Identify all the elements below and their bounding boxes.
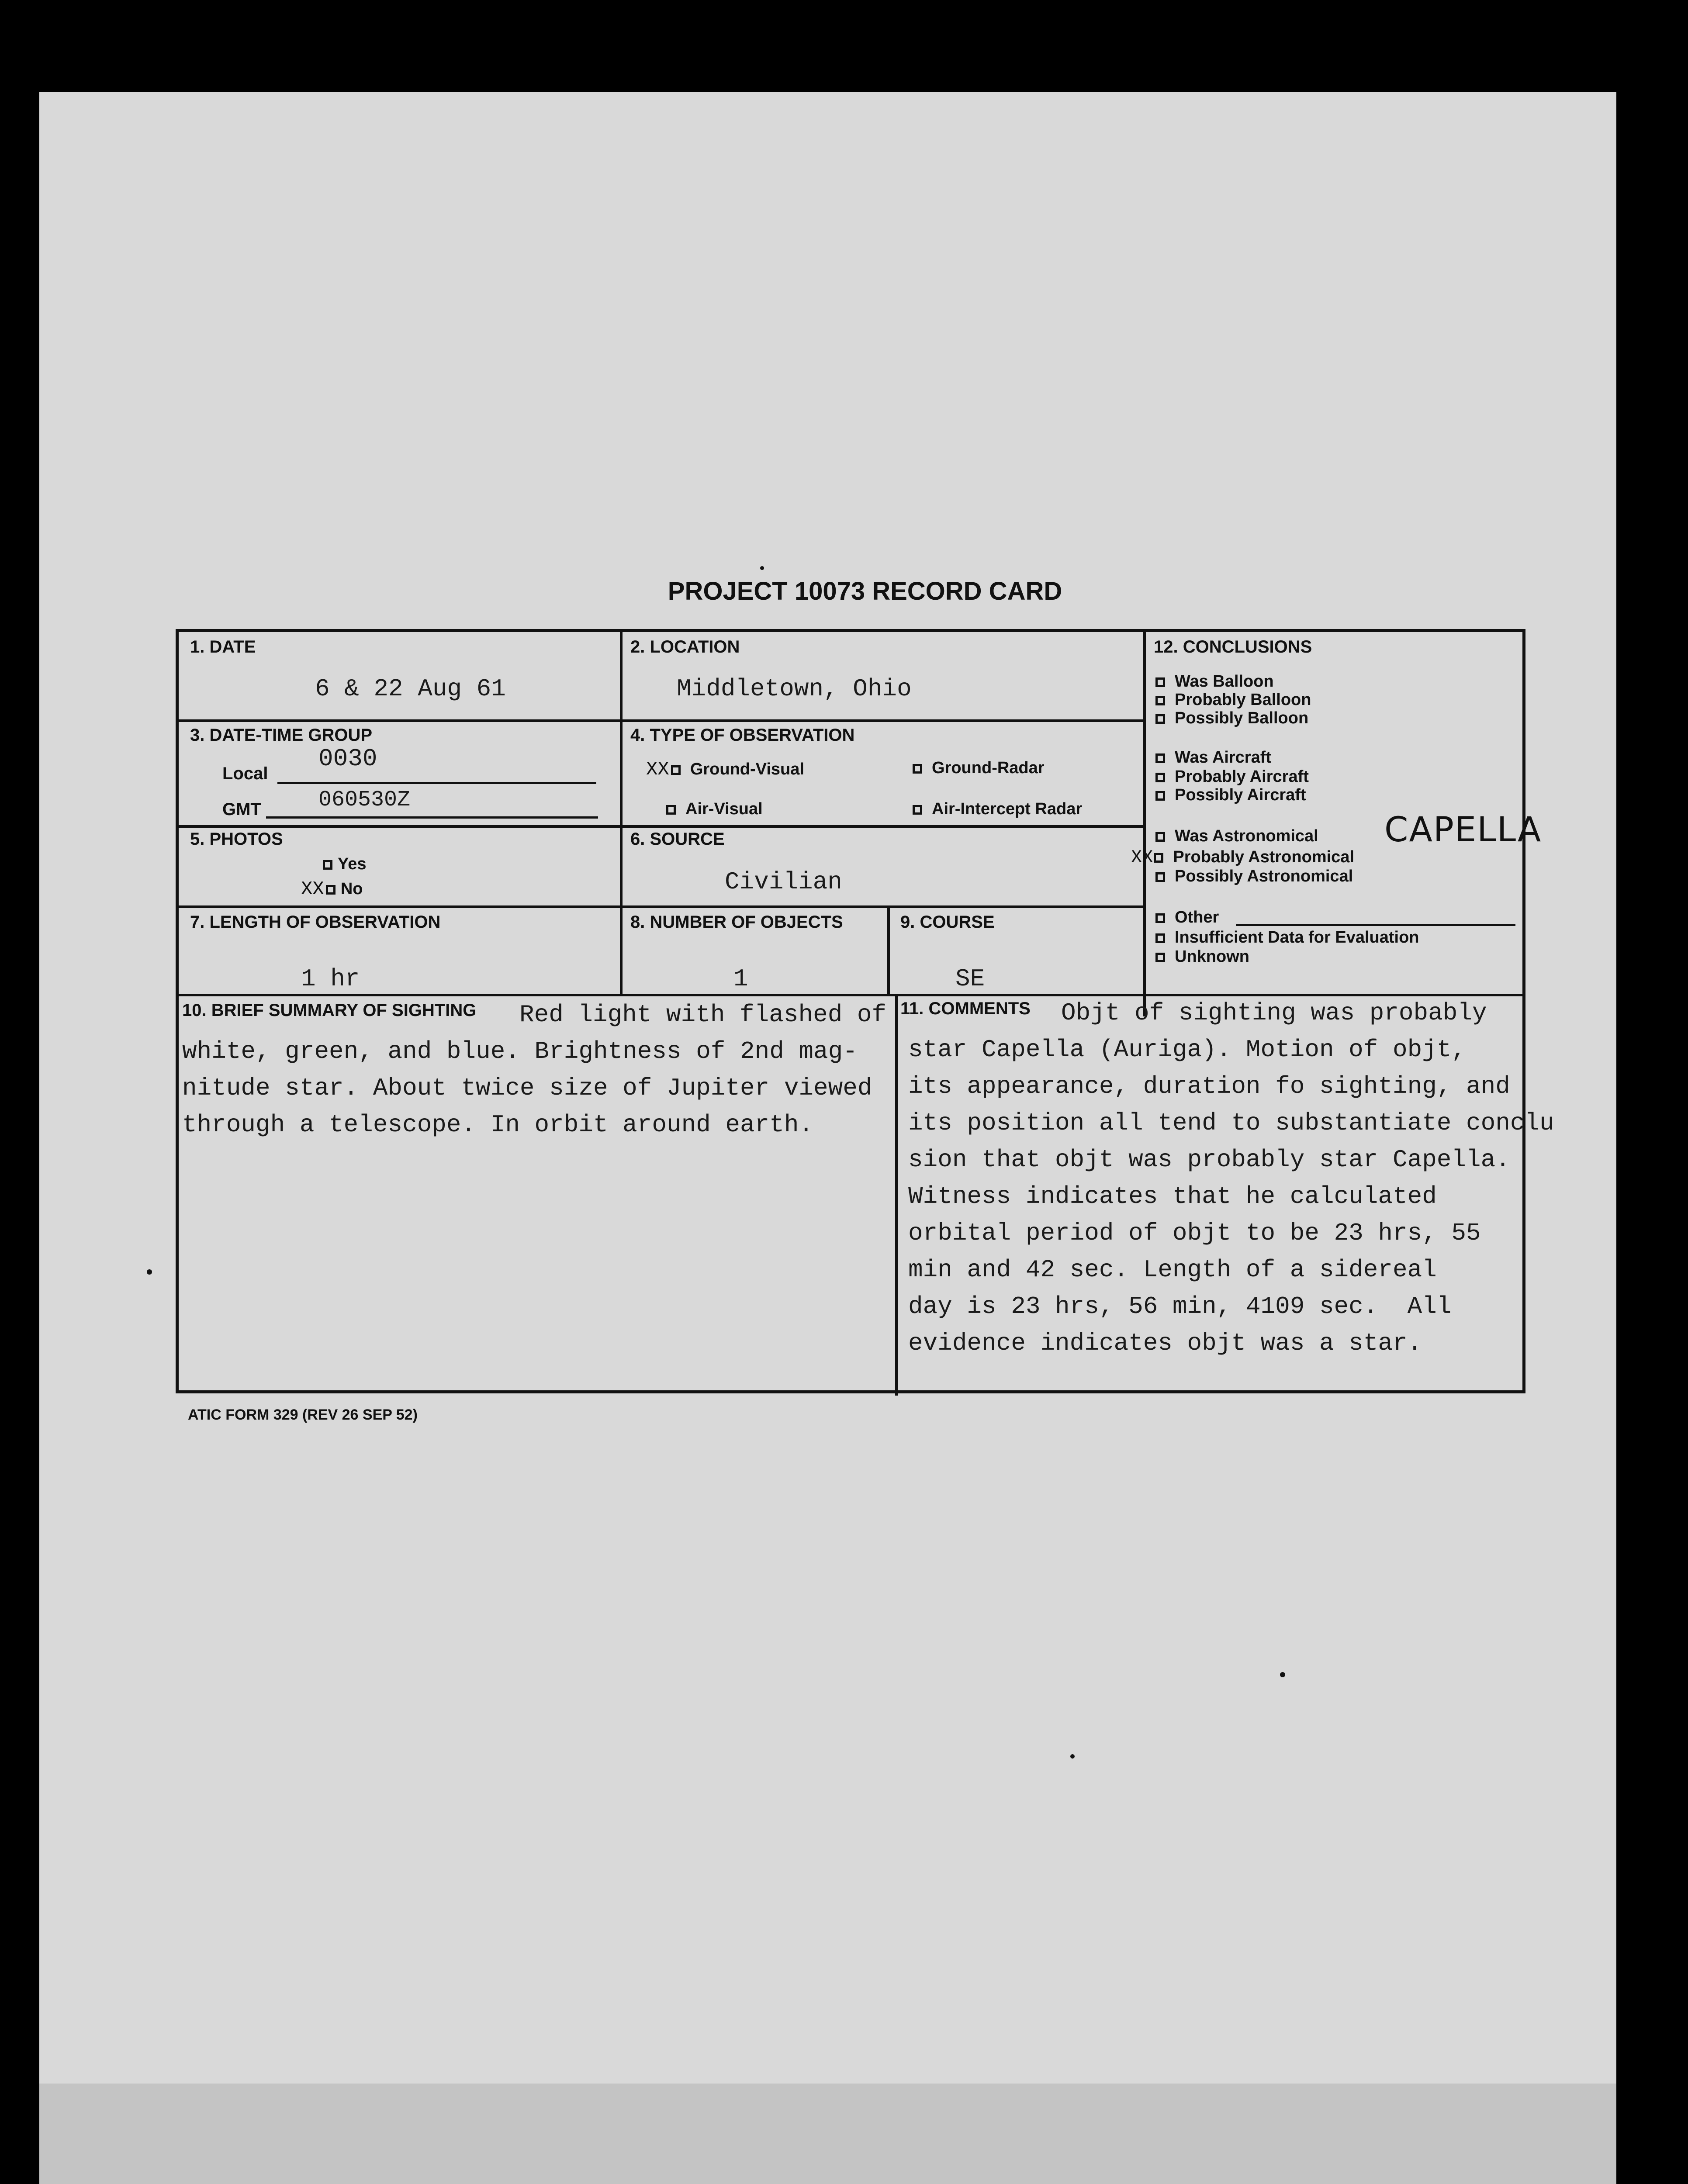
conclusion-was-astronomical — [1155, 827, 1318, 846]
location-label: 2. LOCATION — [630, 637, 740, 657]
comments-line-1: Objt of sighting was probably — [1061, 999, 1487, 1027]
was-balloon-checkbox — [1155, 677, 1165, 687]
local-value: 0030 — [318, 745, 377, 773]
photos-no-mark: XX — [301, 878, 324, 900]
conclusion-other — [1155, 908, 1219, 927]
conclusion-probably-aircraft — [1155, 767, 1309, 786]
other-checkbox — [1155, 913, 1165, 923]
scan-speck — [1070, 1754, 1075, 1759]
unknown-checkbox — [1155, 953, 1165, 962]
date-label: 1. DATE — [190, 637, 256, 657]
probably-aircraft-text: Probably Aircraft — [1175, 767, 1309, 786]
conclusion-probably-astronomical — [1131, 847, 1354, 868]
capella-handwritten-note: CAPELLA — [1384, 810, 1542, 850]
conclusion-was-aircraft — [1155, 748, 1271, 767]
summary-line-4: through a telescope. In orbit around earth. — [182, 1111, 814, 1139]
conclusion-possibly-astronomical — [1155, 867, 1353, 886]
was-balloon-text: Was Balloon — [1175, 672, 1274, 691]
comments-line-4: its position all tend to substantiate conclu — [908, 1109, 1554, 1137]
divider-row1 — [179, 719, 1144, 722]
length-value: 1 hr — [301, 965, 360, 993]
other-underline — [1236, 924, 1515, 926]
observation-type-label: 4. TYPE OF OBSERVATION — [630, 726, 855, 745]
ground-radar-option — [913, 759, 1045, 778]
gmt-value: 060530Z — [318, 788, 411, 812]
divider-row2 — [179, 825, 1144, 828]
conclusion-unknown — [1155, 947, 1249, 966]
photos-no-text: No — [340, 880, 363, 898]
gmt-underline — [266, 816, 598, 819]
conclusion-probably-balloon — [1155, 691, 1311, 709]
objects-label: 8. NUMBER OF OBJECTS — [630, 912, 843, 932]
probably-astronomical-text: Probably Astronomical — [1173, 848, 1354, 866]
air-intercept-checkbox — [913, 805, 922, 815]
probably-balloon-text: Probably Balloon — [1175, 691, 1311, 709]
record-form — [176, 629, 1554, 1393]
comments-line-3: its appearance, duration fo sighting, and — [908, 1072, 1510, 1100]
scan-speck — [760, 566, 764, 570]
length-label: 7. LENGTH OF OBSERVATION — [190, 912, 441, 932]
divider-col1 — [620, 632, 623, 995]
date-value: 6 & 22 Aug 61 — [315, 675, 506, 703]
local-label: Local — [222, 764, 268, 783]
comments-line-8: min and 42 sec. Length of a sidereal — [908, 1256, 1437, 1284]
summary-line-3: nitude star. About twice size of Jupiter viewed — [182, 1074, 872, 1102]
location-value: Middletown, Ohio — [677, 675, 912, 703]
ground-radar-text: Ground-Radar — [932, 759, 1045, 777]
card-title: PROJECT 10073 RECORD CARD — [668, 577, 1062, 605]
was-astronomical-checkbox — [1155, 832, 1165, 842]
summary-line-2: white, green, and blue. Brightness of 2nd mag- — [182, 1037, 858, 1065]
probably-astronomical-checkbox — [1154, 853, 1163, 863]
summary-label: 10. BRIEF SUMMARY OF SIGHTING — [182, 1001, 477, 1020]
card-backing — [39, 2084, 1616, 2184]
form-id: ATIC FORM 329 (REV 26 SEP 52) — [188, 1406, 418, 1423]
conclusion-insufficient-data — [1155, 928, 1419, 947]
ground-radar-checkbox — [913, 764, 922, 774]
datetime-label: 3. DATE-TIME GROUP — [190, 726, 373, 745]
comments-line-6: Witness indicates that he calculated — [908, 1182, 1437, 1210]
ground-visual-checkbox — [671, 765, 681, 775]
course-label: 9. COURSE — [900, 912, 995, 932]
source-label: 6. SOURCE — [630, 829, 725, 849]
other-text: Other — [1175, 908, 1219, 926]
possibly-aircraft-text: Possibly Aircraft — [1175, 786, 1306, 804]
photos-no-checkbox — [326, 885, 336, 895]
conclusion-possibly-aircraft — [1155, 786, 1306, 805]
objects-value: 1 — [733, 965, 748, 993]
ground-visual-option — [646, 759, 804, 781]
probably-astronomical-mark: XX — [1131, 847, 1153, 868]
air-visual-text: Air-Visual — [685, 800, 763, 818]
photos-yes-option — [323, 855, 367, 874]
unknown-text: Unknown — [1175, 947, 1249, 966]
possibly-astronomical-checkbox — [1155, 872, 1165, 882]
air-visual-checkbox — [666, 805, 676, 815]
insufficient-data-text: Insufficient Data for Evaluation — [1175, 928, 1419, 947]
ground-visual-text: Ground-Visual — [690, 760, 804, 778]
scan-speck — [1280, 1672, 1285, 1677]
air-intercept-option — [913, 800, 1082, 819]
conclusions-label: 12. CONCLUSIONS — [1154, 637, 1312, 657]
probably-balloon-checkbox — [1155, 696, 1165, 705]
comments-line-7: orbital period of objt to be 23 hrs, 55 — [908, 1219, 1481, 1247]
summary-line-1: Red light with flashed of — [519, 1001, 887, 1029]
comments-line-9: day is 23 hrs, 56 min, 4109 sec. All — [908, 1292, 1452, 1320]
comments-line-2: star Capella (Auriga). Motion of objt, — [908, 1036, 1467, 1064]
probably-aircraft-checkbox — [1155, 773, 1165, 782]
course-value: SE — [955, 965, 985, 993]
possibly-aircraft-checkbox — [1155, 791, 1165, 801]
divider-course — [887, 905, 890, 995]
was-aircraft-text: Was Aircraft — [1175, 748, 1272, 767]
photos-yes-checkbox — [323, 860, 332, 870]
conclusion-was-balloon — [1155, 672, 1274, 691]
was-astronomical-text: Was Astronomical — [1175, 827, 1318, 845]
divider-row3 — [179, 905, 1144, 908]
divider-conclusions — [1143, 632, 1146, 1016]
possibly-astronomical-text: Possibly Astronomical — [1175, 867, 1353, 885]
comments-label: 11. COMMENTS — [900, 999, 1031, 1018]
photos-yes-text: Yes — [338, 855, 367, 873]
possibly-balloon-checkbox — [1155, 714, 1165, 724]
comments-line-5: sion that objt was probably star Capella. — [908, 1146, 1510, 1174]
possibly-balloon-text: Possibly Balloon — [1175, 709, 1309, 727]
conclusion-possibly-balloon — [1155, 709, 1308, 728]
divider-summary-comments — [895, 994, 898, 1396]
air-intercept-text: Air-Intercept Radar — [932, 800, 1083, 818]
was-aircraft-checkbox — [1155, 753, 1165, 763]
source-value: Civilian — [725, 868, 842, 896]
comments-line-10: evidence indicates objt was a star. — [908, 1329, 1422, 1357]
ground-visual-mark: XX — [646, 759, 669, 781]
air-visual-option — [666, 800, 763, 819]
photos-label: 5. PHOTOS — [190, 829, 283, 849]
photos-no-option — [301, 878, 363, 900]
insufficient-data-checkbox — [1155, 933, 1165, 943]
local-underline — [277, 782, 596, 784]
scan-speck — [147, 1269, 152, 1275]
gmt-label: GMT — [222, 800, 261, 819]
